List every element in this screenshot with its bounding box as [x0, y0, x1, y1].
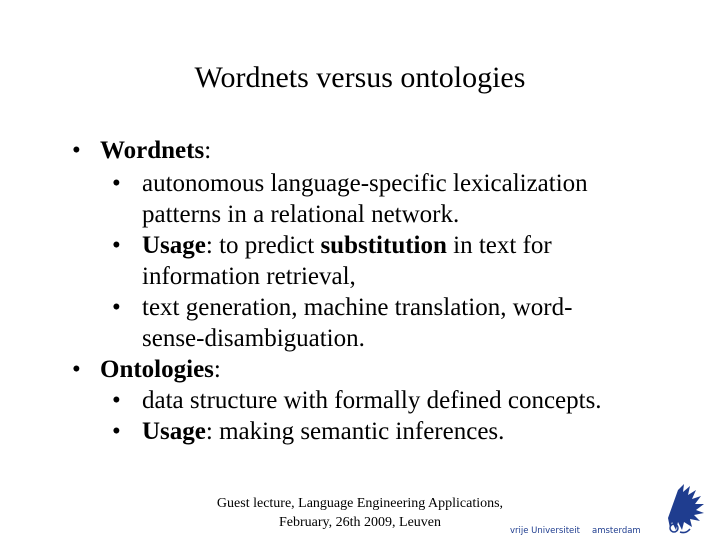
bullet-term: Wordnets — [100, 137, 205, 164]
sub-bullet-usage-substitution — [142, 231, 552, 261]
substitution-term: substitution — [320, 232, 447, 259]
logo-text-left: vrije Universiteit — [510, 526, 580, 536]
vrije-universiteit-amsterdam-logo — [510, 480, 715, 538]
slide-footer — [200, 494, 520, 532]
bullet-colon: : — [213, 356, 221, 383]
sub-bullet-dot: • — [112, 170, 121, 197]
bullet-dot: • — [72, 137, 81, 164]
sub-bullet-dot: • — [112, 418, 121, 445]
usage-label: Usage — [142, 418, 206, 445]
footer-line: February, 26th 2009, Leuven — [279, 515, 441, 530]
bullet-ontologies — [100, 355, 221, 385]
sub-bullet-line: text generation, machine translation, word- — [142, 294, 573, 321]
slide-title: Wordnets versus ontologies — [194, 61, 526, 94]
usage-text: : to predict — [205, 232, 321, 259]
sub-bullet-dot: • — [112, 232, 121, 259]
usage-label: Usage — [142, 232, 206, 259]
bullet-wordnets — [100, 136, 211, 166]
sub-bullet-dot: • — [112, 387, 121, 414]
sub-bullet-line: autonomous language-specific lexicalization — [142, 170, 588, 197]
bullet-dot: • — [72, 356, 81, 383]
sub-bullet-line: sense-disambiguation. — [142, 325, 365, 352]
bullet-term: Ontologies — [100, 356, 214, 383]
sub-bullet-usage-inferences — [142, 417, 504, 447]
usage-text: : making semantic inferences. — [205, 418, 505, 445]
sub-bullet-dot: • — [112, 294, 121, 321]
sub-bullet-line: patterns in a relational network. — [142, 201, 460, 228]
bullet-colon: : — [204, 137, 212, 164]
sub-bullet-line: data structure with formally defined concepts. — [142, 387, 602, 414]
footer-line: Guest lecture, Language Engineering Applications, — [216, 496, 504, 511]
usage-tail: in text for — [446, 232, 552, 259]
logo-text-right: amsterdam — [592, 526, 641, 536]
sub-bullet-line: information retrieval, — [142, 263, 356, 290]
